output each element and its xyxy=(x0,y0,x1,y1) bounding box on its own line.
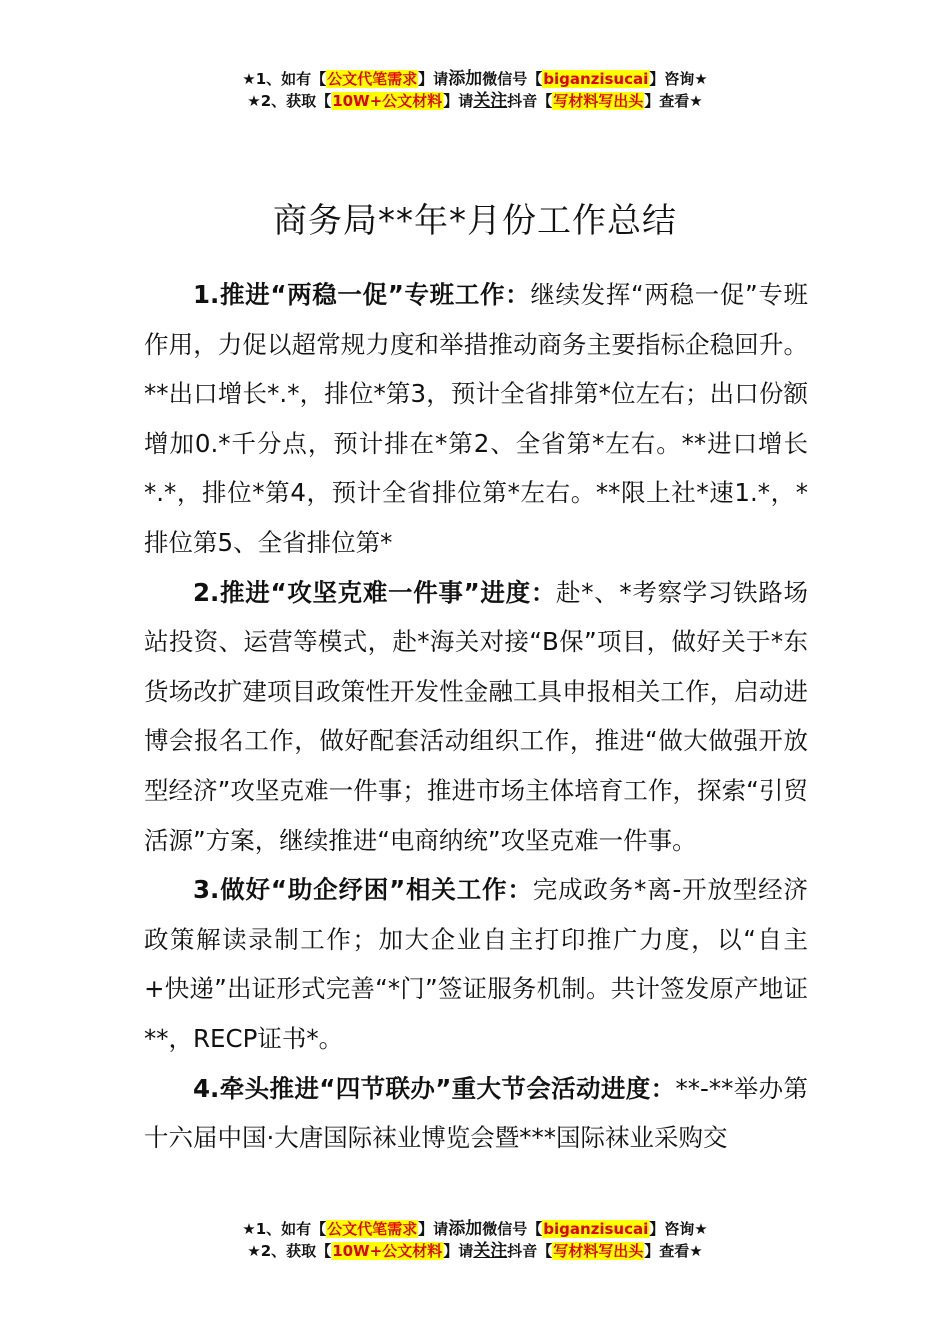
banner-douyin-name: 写材料写出头 xyxy=(553,1242,644,1260)
banner-wechat-id: biganzisucai xyxy=(543,70,649,88)
banner-line-1: ★1、如有【公文代笔需求】请添加微信号【biganzisucai】咨询★ xyxy=(242,1219,708,1239)
section-text: 完成政务*离-开放型经济政策解读录制工作；加大企业自主打印推广力度，以“自主+快递”出证形式完善“*门”签证服务机制。共计签发原产地证**，RECP证书*。 xyxy=(144,875,808,1053)
banner-wechat-id: biganzisucai xyxy=(543,1220,649,1238)
banner-highlight: 公文代笔需求 xyxy=(327,1220,418,1238)
document-title: 商务局**年*月份工作总结 xyxy=(273,200,677,241)
banner-highlight: 公文代笔需求 xyxy=(327,70,418,88)
banner-line-2: ★2、获取【10W+公文材料】请关注抖音【写材料写出头】查看★ xyxy=(247,91,703,111)
section-4 xyxy=(144,1064,808,1163)
banner-douyin-name: 写材料写出头 xyxy=(553,92,644,110)
section-text: **-**举办第十六届中国·大唐国际袜业博览会暨***国际袜业采购交 xyxy=(144,1073,808,1153)
banner-line-2: ★2、获取【10W+公文材料】请关注抖音【写材料写出头】查看★ xyxy=(247,1241,703,1261)
section-heading: 4.牵头推进“四节联办”重大节会活动进度： xyxy=(193,1073,676,1103)
banner-highlight: 10W+公文材料 xyxy=(332,1242,443,1260)
section-heading: 1.推进“两稳一促”专班工作： xyxy=(193,280,531,309)
banner-line-1: ★1、如有【公文代笔需求】请添加微信号【biganzisucai】咨询★ xyxy=(242,69,708,89)
section-heading: 2.推进“攻坚克难一件事”进度： xyxy=(193,577,557,607)
bottom-banner xyxy=(0,1218,950,1262)
section-text: 继续发挥“两稳一促”专班作用，力促以超常规力度和举措推动商务主要指标企稳回升。**出口增长*.*，排位*第3，预计全省排第*位左右；出口份额增加0.*千分点，预计排在*第2、全省第*左右。**进口增长*.*，排位*第4，预计全省排位第*左右。**限上社*速1.*，*排位第5、全省排位第* xyxy=(144,280,808,557)
section-2 xyxy=(144,568,808,866)
section-heading: 3.做好“助企纾困”相关工作： xyxy=(193,875,533,905)
document-body xyxy=(144,270,808,1163)
section-text: 赴*、*考察学习铁路场站投资、运营等模式，赴*海关对接“B保”项目，做好关于*东货场改扩建项目政策性开发性金融工具申报相关工作，启动进博会报名工作，做好配套活动组织工作，推进“做大做强开放型经济”攻坚克难一件事；推进市场主体培育工作，探索“引贸活源”方案，继续推进“电商纳统”攻坚克难一件事。 xyxy=(144,577,809,855)
banner-highlight: 10W+公文材料 xyxy=(332,92,443,110)
top-banner xyxy=(0,68,950,112)
section-3 xyxy=(144,865,808,1063)
section-1 xyxy=(144,270,808,568)
